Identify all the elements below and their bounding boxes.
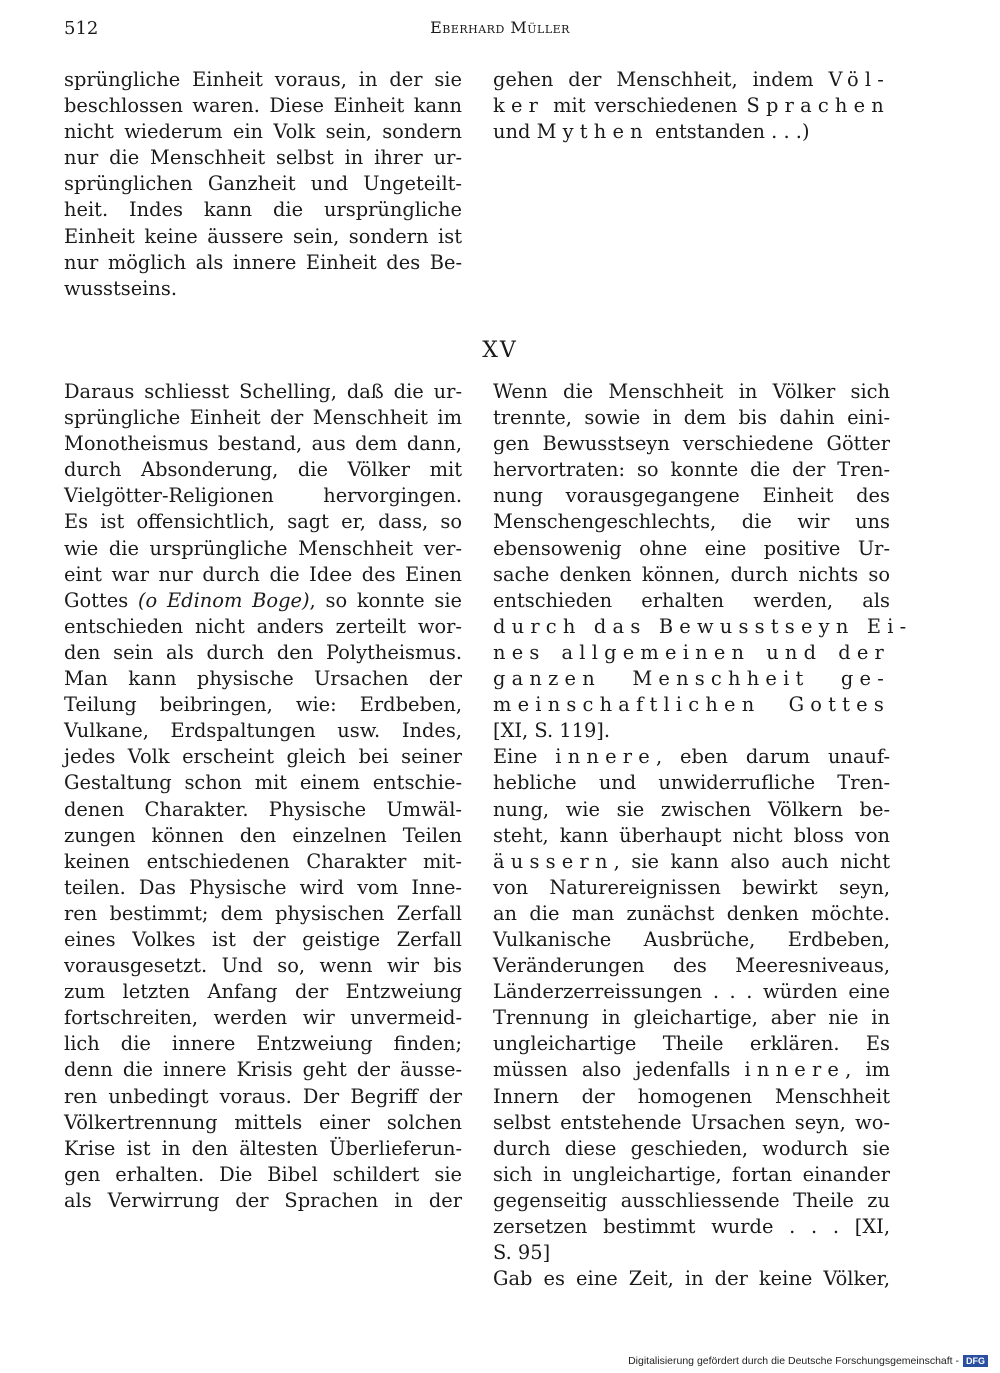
text-line: zum letzten Anfang der Entzweiung	[64, 980, 462, 1004]
text-line: sprüngliche Einheit voraus, in der sie	[64, 68, 462, 91]
text-line: eines Volkes ist der geistige Zerfall	[64, 927, 462, 951]
text-line: durch diese geschieden, wodurch sie	[493, 1136, 890, 1160]
text-run: Eine	[493, 745, 556, 769]
text-run: müssen also jedenfalls	[493, 1058, 745, 1082]
text-line: als Verwirrung der Sprachen in der	[64, 1188, 462, 1212]
text-line: Teilung beibringen, wie: Erdbeben,	[64, 693, 462, 717]
spaced-emphasis: ker	[493, 94, 545, 118]
text-line: heit. Indes kann die ursprüngliche	[64, 198, 462, 222]
spaced-emphasis-line: durch das Bewusstseyn Ei-	[493, 614, 913, 638]
text-line: ren unbedingt voraus. Der Begriff der	[64, 1084, 462, 1108]
italic-phrase: (o Edinom Boge)	[137, 588, 310, 612]
credit-text: Digitalisierung gefördert durch die Deutsche Forschungsgemeinschaft -	[628, 1355, 959, 1367]
text-line: Veränderungen des Meeresniveaus,	[493, 954, 890, 978]
text-line: keinen entschiedenen Charakter mit-	[64, 849, 462, 873]
text-line: wie die ursprüngliche Menschheit ver-	[64, 536, 462, 560]
text-line: sich in ungleichartige, fortan einander	[493, 1162, 890, 1186]
text-run: Gottes	[64, 588, 138, 612]
text-line: S. 95]	[493, 1241, 551, 1265]
text-line: Monotheismus bestand, aus dem dann,	[64, 432, 462, 456]
text-line: Gestaltung schon mit einem entschie-	[64, 771, 462, 795]
text-line: nur die Menschheit selbst in ihrer ur-	[64, 146, 462, 170]
text-line: Völkertrennung mittels einer solchen	[64, 1110, 462, 1134]
text-line: Gab es eine Zeit, in der keine Völker,	[493, 1267, 890, 1291]
spaced-emphasis-line: ganzen Menschheit ge-	[493, 667, 890, 691]
text-line: gegenseitig ausschliessende Theile zu	[493, 1188, 890, 1212]
text-line: nung, wie sie zwischen Völkern be-	[493, 797, 890, 821]
text-line: fortschreiten, werden wir unvermeid-	[64, 1006, 462, 1030]
text-line: denen Charakter. Physische Umwäl-	[64, 797, 462, 821]
spaced-emphasis: innere	[744, 1058, 846, 1082]
text-line: nicht wiederum ein Volk sein, sondern	[64, 120, 462, 144]
text-line: durch Absonderung, die Völker mit	[64, 458, 462, 482]
text-line: wusstseins.	[64, 276, 178, 300]
text-line: ungleichartige Theile erklären. Es	[493, 1032, 890, 1056]
text-line	[493, 1057, 890, 1083]
text-line: zersetzen bestimmt wurde . . . [XI,	[493, 1215, 890, 1238]
text-line: jedes Volk erscheint gleich bei seiner	[64, 745, 462, 769]
text-run: , so konnte sie	[309, 588, 463, 612]
text-line	[493, 119, 890, 145]
text-line	[493, 849, 890, 875]
text-line: Trennung in gleichartige, aber nie in	[493, 1006, 890, 1030]
text-line: Krise ist in den ältesten Überlieferun-	[64, 1136, 462, 1160]
text-run: entstanden . . .)	[648, 120, 810, 144]
text-line: an die man zunächst denken möchte.	[493, 901, 890, 925]
text-line: Man kann physische Ursachen der	[64, 667, 462, 691]
text-line: gen erhalten. Die Bibel schildert sie	[64, 1162, 462, 1186]
running-head-author: Eberhard Müller	[430, 18, 570, 37]
text-line: den sein als durch den Polytheismus.	[64, 640, 462, 664]
text-line: ebensowenig ohne eine positive Ur-	[493, 536, 890, 560]
spaced-emphasis: Mythen	[536, 120, 649, 144]
text-run: gehen der Menschheit, indem	[493, 68, 829, 91]
text-line: [XI, S. 119].	[493, 719, 611, 743]
text-line: entschieden nicht anders zerteilt wor-	[64, 614, 462, 638]
text-line: nung vorausgegangene Einheit des	[493, 484, 890, 508]
spaced-emphasis: Völ-	[828, 68, 890, 91]
top-right-column	[493, 67, 890, 145]
text-line	[493, 744, 890, 770]
text-line: Vulkane, Erdspaltungen usw. Indes,	[64, 719, 462, 743]
text-line: denn die innere Krisis geht der äusse-	[64, 1058, 462, 1082]
text-line: Menschengeschlechts, die wir uns	[493, 510, 890, 534]
text-line: Vielgötter-Religionen hervorgingen.	[64, 484, 462, 508]
text-line: vorausgesetzt. Und so, wenn wir bis	[64, 954, 462, 978]
text-line	[64, 588, 462, 614]
spaced-emphasis-line: meinschaftlichen Gottes	[493, 693, 890, 717]
dfg-logo: DFG	[963, 1355, 988, 1367]
text-run: , im	[845, 1058, 891, 1082]
spaced-emphasis-line: nes allgemeinen und der	[493, 640, 890, 664]
text-line: von Naturereignissen bewirkt seyn,	[493, 875, 890, 899]
text-line: steht, kann überhaupt nicht bloss von	[493, 823, 890, 847]
text-line	[493, 67, 890, 93]
text-line: Es ist offensichtlich, sagt er, dass, so	[64, 510, 462, 534]
text-line: trennte, sowie in dem bis dahin eini-	[493, 406, 890, 430]
text-line: nur möglich als innere Einheit des Be-	[64, 250, 462, 274]
top-left-column	[64, 67, 462, 302]
text-line: hervortraten: so konnte die der Tren-	[493, 458, 890, 482]
text-line: lich die innere Entzweiung finden;	[64, 1032, 462, 1056]
text-line: sprüngliche Einheit der Menschheit im	[64, 406, 462, 430]
text-run: , eben darum unauf-	[655, 745, 891, 769]
text-line: selbst entstehende Ursachen seyn, wo-	[493, 1110, 890, 1134]
text-line: Länderzerreissungen . . . würden eine	[493, 980, 890, 1004]
text-line: gen Bewusstseyn verschiedene Götter	[493, 432, 890, 456]
text-run: , sie kann also auch nicht	[613, 849, 890, 873]
text-line: sprünglichen Ganzheit und Ungeteilt-	[64, 172, 462, 196]
bottom-left-column	[64, 379, 462, 1214]
text-line: Wenn die Menschheit in Völker sich	[493, 380, 890, 403]
text-line	[493, 93, 890, 119]
text-line: Einheit keine äussere sein, sondern ist	[64, 224, 462, 248]
text-line: zungen können den einzelnen Teilen	[64, 823, 462, 847]
text-line: sache denken können, durch nichts so	[493, 562, 890, 586]
bottom-right-column	[493, 379, 913, 1292]
page-number: 512	[64, 18, 99, 39]
text-line: Vulkanische Ausbrüche, Erdbeben,	[493, 927, 890, 951]
spaced-emphasis: innere	[555, 745, 656, 769]
text-line: ren bestimmt; dem physischen Zerfall	[64, 901, 462, 925]
spaced-emphasis: äussern	[493, 849, 614, 873]
text-line: beschlossen waren. Diese Einheit kann	[64, 94, 462, 118]
text-run: und	[493, 120, 537, 144]
text-run: mit verschiedenen	[544, 94, 747, 118]
spaced-emphasis: Sprachen	[746, 94, 890, 118]
text-line: eint war nur durch die Idee des Einen	[64, 562, 462, 586]
text-line: entschieden erhalten werden, als	[493, 588, 890, 612]
text-line: Daraus schliesst Schelling, daß die ur-	[64, 380, 462, 403]
text-line: hebliche und unwiderrufliche Tren-	[493, 771, 890, 795]
text-line: teilen. Das Physische wird vom Inne-	[64, 875, 462, 899]
text-line: Innern der homogenen Menschheit	[493, 1084, 890, 1108]
section-heading: XV	[482, 338, 518, 363]
digitization-credit	[628, 1355, 988, 1367]
